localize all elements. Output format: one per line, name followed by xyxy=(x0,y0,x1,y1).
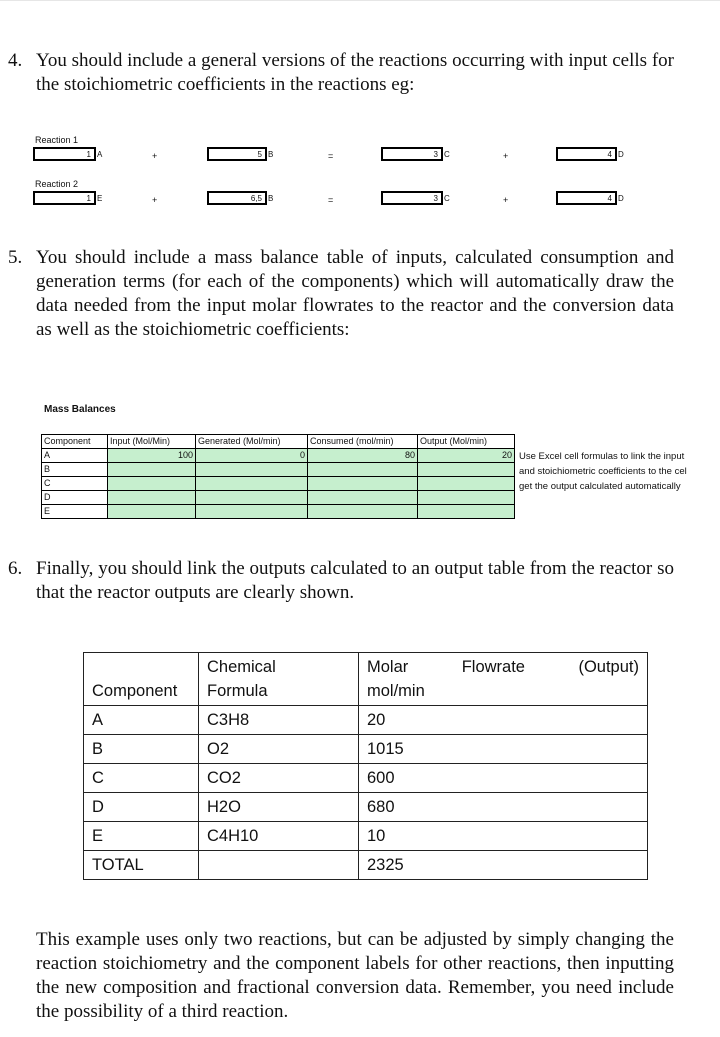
output-cell: B xyxy=(84,735,199,764)
section-4-text: You should include a general versions of the reactions occurring with input cells for the stoichiometric coefficients in the reactions eg: xyxy=(36,50,674,95)
mb-cell[interactable]: 20 xyxy=(418,449,515,463)
mb-cell[interactable] xyxy=(196,491,308,505)
output-cell: 680 xyxy=(359,793,648,822)
reaction-1-equals: = xyxy=(328,151,334,161)
reaction-1-species-a: A xyxy=(97,150,103,159)
output-cell: C3H8 xyxy=(199,706,359,735)
reaction-2-coef-b-cell[interactable]: 6,5 xyxy=(207,191,267,205)
reaction-1-species-d: D xyxy=(618,150,624,159)
output-header-formula-line1: Chemical xyxy=(207,658,276,676)
mb-cell[interactable] xyxy=(308,491,418,505)
output-cell: CO2 xyxy=(199,764,359,793)
reaction-2-coef-d-cell[interactable]: 4 xyxy=(556,191,617,205)
mb-cell[interactable]: D xyxy=(42,491,108,505)
output-header-flowrate xyxy=(359,653,648,706)
section-4 xyxy=(8,49,674,97)
reaction-1-plus-2: + xyxy=(503,151,509,161)
output-header-flowrate-line1 xyxy=(367,655,639,679)
page-top-rule xyxy=(0,0,720,1)
section-6-text: Finally, you should link the outputs calculated to an output table from the reactor so that the reactor outputs are clearly shown. xyxy=(36,558,674,603)
mb-cell[interactable] xyxy=(308,477,418,491)
mb-header-component: Component xyxy=(42,435,108,449)
output-cell: D xyxy=(84,793,199,822)
output-cell: C xyxy=(84,764,199,793)
mass-balance-header-row xyxy=(42,435,515,449)
section-6-number: 6. xyxy=(8,558,23,579)
section-5-text: You should include a mass balance table of inputs, calculated consumption and generation terms (for each of the components) which will automatically draw the data needed from the input molar flowrates to the reactor and the conversion data as well as the stoichiometric coefficients: xyxy=(36,247,674,340)
mass-balance-note-line: and stoichiometric coefficients to the cel xyxy=(519,466,687,477)
mb-cell[interactable] xyxy=(418,505,515,519)
output-cell: E xyxy=(84,822,199,851)
output-header-flow-word3: (Output) xyxy=(578,658,639,676)
table-row xyxy=(84,706,648,735)
mb-cell[interactable] xyxy=(196,505,308,519)
reaction-2-plus-2: + xyxy=(503,195,509,205)
output-table xyxy=(83,652,648,880)
reaction-2-equals: = xyxy=(328,195,334,205)
mass-balance-note-line: Use Excel cell formulas to link the input xyxy=(519,451,685,462)
output-cell: 1015 xyxy=(359,735,648,764)
mb-header-consumed: Consumed (mol/min) xyxy=(308,435,418,449)
mb-cell[interactable] xyxy=(418,463,515,477)
mass-balance-title: Mass Balances xyxy=(44,404,116,415)
mb-cell[interactable]: A xyxy=(42,449,108,463)
output-cell: 10 xyxy=(359,822,648,851)
mb-cell[interactable] xyxy=(418,477,515,491)
mass-balance-note xyxy=(519,449,720,494)
reaction-2-label: Reaction 2 xyxy=(35,179,79,189)
table-row xyxy=(84,793,648,822)
output-header-formula xyxy=(199,653,359,706)
reaction-2-coef-c-cell[interactable]: 3 xyxy=(381,191,443,205)
reaction-1-coef-b-cell[interactable]: 5 xyxy=(207,147,267,161)
table-row xyxy=(84,735,648,764)
mb-header-output: Output (Mol/min) xyxy=(418,435,515,449)
output-cell: 600 xyxy=(359,764,648,793)
output-cell: C4H10 xyxy=(199,822,359,851)
reaction-1-species-b: B xyxy=(268,150,274,159)
closing-text: This example uses only two reactions, but can be adjusted by simply changing the reaction stoichiometry and the component labels for other reactions, then inputting the new composition and fractional conversion data. Remember, you need include the possibility of a third reaction. xyxy=(36,929,674,1022)
mb-cell[interactable] xyxy=(108,463,196,477)
output-cell: H2O xyxy=(199,793,359,822)
table-row xyxy=(42,463,515,477)
reaction-2-coef-e-cell[interactable]: 1 xyxy=(33,191,96,205)
mb-cell[interactable] xyxy=(108,491,196,505)
output-header-flow-word1: Molar xyxy=(367,658,409,676)
mb-cell[interactable]: 100 xyxy=(108,449,196,463)
table-row xyxy=(42,505,515,519)
mass-balance-table xyxy=(41,434,515,519)
output-cell: TOTAL xyxy=(84,851,199,880)
table-row xyxy=(84,764,648,793)
reaction-2-species-d: D xyxy=(618,194,624,203)
reaction-1-label: Reaction 1 xyxy=(35,135,79,145)
reaction-2-species-b: B xyxy=(268,194,274,203)
mb-header-generated: Generated (Mol/min) xyxy=(196,435,308,449)
output-cell: 2325 xyxy=(359,851,648,880)
reaction-2-plus-1: + xyxy=(152,195,158,205)
table-row-total xyxy=(84,851,648,880)
output-cell xyxy=(199,851,359,880)
section-4-number: 4. xyxy=(8,50,23,71)
output-cell: 20 xyxy=(359,706,648,735)
mass-balance-note-line: get the output calculated automatically xyxy=(519,481,681,492)
mb-header-input: Input (Mol/Min) xyxy=(108,435,196,449)
mb-cell[interactable] xyxy=(418,491,515,505)
mb-cell[interactable] xyxy=(108,477,196,491)
mb-cell[interactable]: 0 xyxy=(196,449,308,463)
output-header-formula-line2: Formula xyxy=(207,682,268,700)
mb-cell[interactable] xyxy=(308,463,418,477)
mb-cell[interactable] xyxy=(108,505,196,519)
section-6 xyxy=(8,557,674,605)
section-5-number: 5. xyxy=(8,247,23,268)
reaction-1-coef-d-cell[interactable]: 4 xyxy=(556,147,617,161)
reaction-1-coef-c-cell[interactable]: 3 xyxy=(381,147,443,161)
reaction-1-species-c: C xyxy=(444,150,450,159)
mb-cell[interactable] xyxy=(196,463,308,477)
reaction-2-species-c: C xyxy=(444,194,450,203)
section-5 xyxy=(8,246,674,342)
output-header-row xyxy=(84,653,648,706)
closing-paragraph xyxy=(36,928,674,1024)
mb-cell[interactable] xyxy=(308,505,418,519)
mb-cell[interactable]: 80 xyxy=(308,449,418,463)
mb-cell[interactable]: B xyxy=(42,463,108,477)
reaction-1-plus-1: + xyxy=(152,151,158,161)
output-header-flow-word2: Flowrate xyxy=(461,658,525,676)
mb-cell[interactable] xyxy=(196,477,308,491)
table-row xyxy=(42,449,515,463)
reaction-2-species-e: E xyxy=(97,194,103,203)
output-cell: A xyxy=(84,706,199,735)
mb-cell[interactable]: E xyxy=(42,505,108,519)
table-row xyxy=(84,822,648,851)
reaction-1-coef-a-cell[interactable]: 1 xyxy=(33,147,96,161)
table-row xyxy=(42,491,515,505)
output-header-flow-unit: mol/min xyxy=(367,682,425,700)
output-header-component: Component xyxy=(84,653,199,706)
table-row xyxy=(42,477,515,491)
output-cell: O2 xyxy=(199,735,359,764)
mb-cell[interactable]: C xyxy=(42,477,108,491)
